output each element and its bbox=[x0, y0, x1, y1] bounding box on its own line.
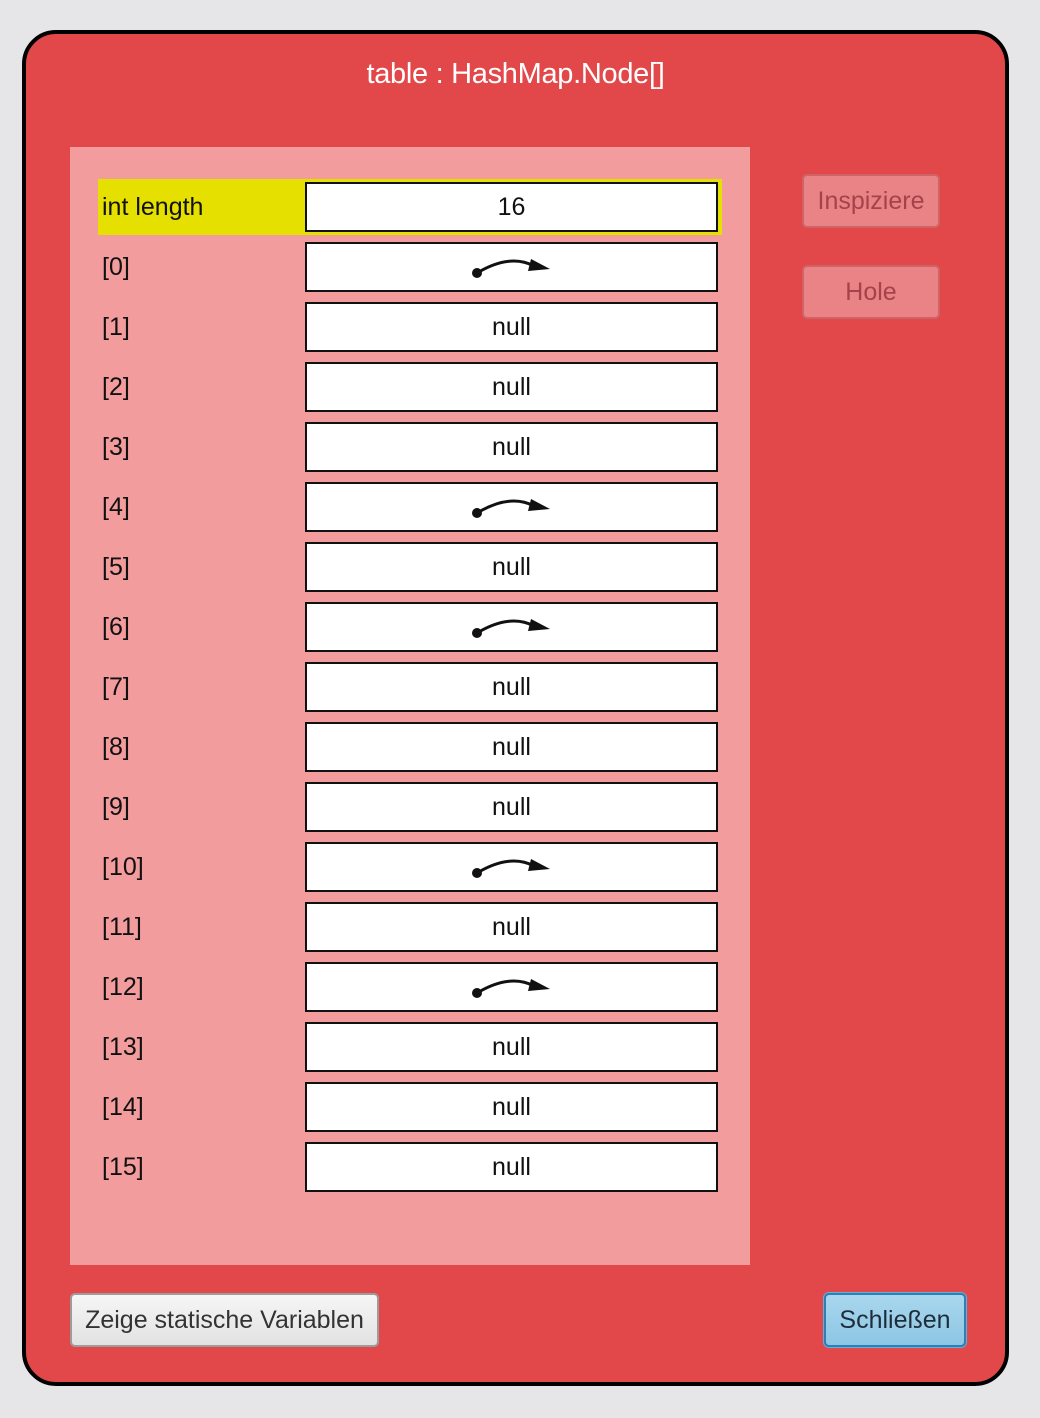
array-row[interactable] bbox=[98, 1079, 722, 1135]
array-row[interactable] bbox=[98, 419, 722, 475]
window-title: table : HashMap.Node[] bbox=[366, 58, 665, 90]
index-label: [6] bbox=[102, 613, 130, 641]
show-static-variables-button[interactable]: Zeige statische Variablen bbox=[70, 1293, 379, 1347]
reference-value bbox=[305, 602, 718, 652]
array-row[interactable] bbox=[98, 359, 722, 415]
array-row[interactable] bbox=[98, 719, 722, 775]
index-label: [2] bbox=[102, 373, 130, 401]
reference-arrow-icon bbox=[472, 613, 552, 641]
index-label: [5] bbox=[102, 553, 130, 581]
field-row-length[interactable] bbox=[98, 179, 722, 235]
index-label: [4] bbox=[102, 493, 130, 521]
index-label: [11] bbox=[102, 913, 142, 941]
index-label: [9] bbox=[102, 793, 130, 821]
null-value: null bbox=[305, 302, 718, 352]
close-button[interactable]: Schließen bbox=[824, 1293, 966, 1347]
array-row[interactable] bbox=[98, 779, 722, 835]
array-row[interactable] bbox=[98, 539, 722, 595]
null-value: null bbox=[305, 1142, 718, 1192]
reference-arrow-icon bbox=[472, 853, 552, 881]
array-row[interactable] bbox=[98, 479, 722, 535]
null-value: null bbox=[305, 1082, 718, 1132]
reference-value bbox=[305, 242, 718, 292]
index-label: [8] bbox=[102, 733, 130, 761]
index-label: [0] bbox=[102, 253, 130, 281]
reference-arrow-icon bbox=[472, 253, 552, 281]
array-row[interactable] bbox=[98, 299, 722, 355]
reference-arrow-icon bbox=[472, 973, 552, 1001]
null-value: null bbox=[305, 1022, 718, 1072]
index-label: [12] bbox=[102, 973, 144, 1001]
reference-value bbox=[305, 962, 718, 1012]
array-row[interactable] bbox=[98, 599, 722, 655]
null-value: null bbox=[305, 422, 718, 472]
array-row[interactable] bbox=[98, 899, 722, 955]
index-label: [10] bbox=[102, 853, 144, 881]
inspect-button[interactable]: Inspiziere bbox=[802, 174, 940, 228]
field-label: int length bbox=[102, 193, 204, 221]
index-label: [13] bbox=[102, 1033, 144, 1061]
inspector-window bbox=[22, 30, 1009, 1386]
array-row[interactable] bbox=[98, 239, 722, 295]
null-value: null bbox=[305, 722, 718, 772]
null-value: null bbox=[305, 542, 718, 592]
index-label: [15] bbox=[102, 1153, 144, 1181]
array-row[interactable] bbox=[98, 1019, 722, 1075]
array-row[interactable] bbox=[98, 839, 722, 895]
null-value: null bbox=[305, 782, 718, 832]
index-label: [14] bbox=[102, 1093, 144, 1121]
null-value: null bbox=[305, 662, 718, 712]
reference-value bbox=[305, 482, 718, 532]
array-row[interactable] bbox=[98, 1139, 722, 1195]
get-button[interactable]: Hole bbox=[802, 265, 940, 319]
array-row[interactable] bbox=[98, 959, 722, 1015]
null-value: null bbox=[305, 362, 718, 412]
array-row[interactable] bbox=[98, 659, 722, 715]
null-value: null bbox=[305, 902, 718, 952]
reference-arrow-icon bbox=[472, 493, 552, 521]
index-label: [7] bbox=[102, 673, 130, 701]
index-label: [1] bbox=[102, 313, 130, 341]
fields-panel bbox=[70, 147, 750, 1265]
field-value: 16 bbox=[305, 182, 718, 232]
index-label: [3] bbox=[102, 433, 130, 461]
reference-value bbox=[305, 842, 718, 892]
